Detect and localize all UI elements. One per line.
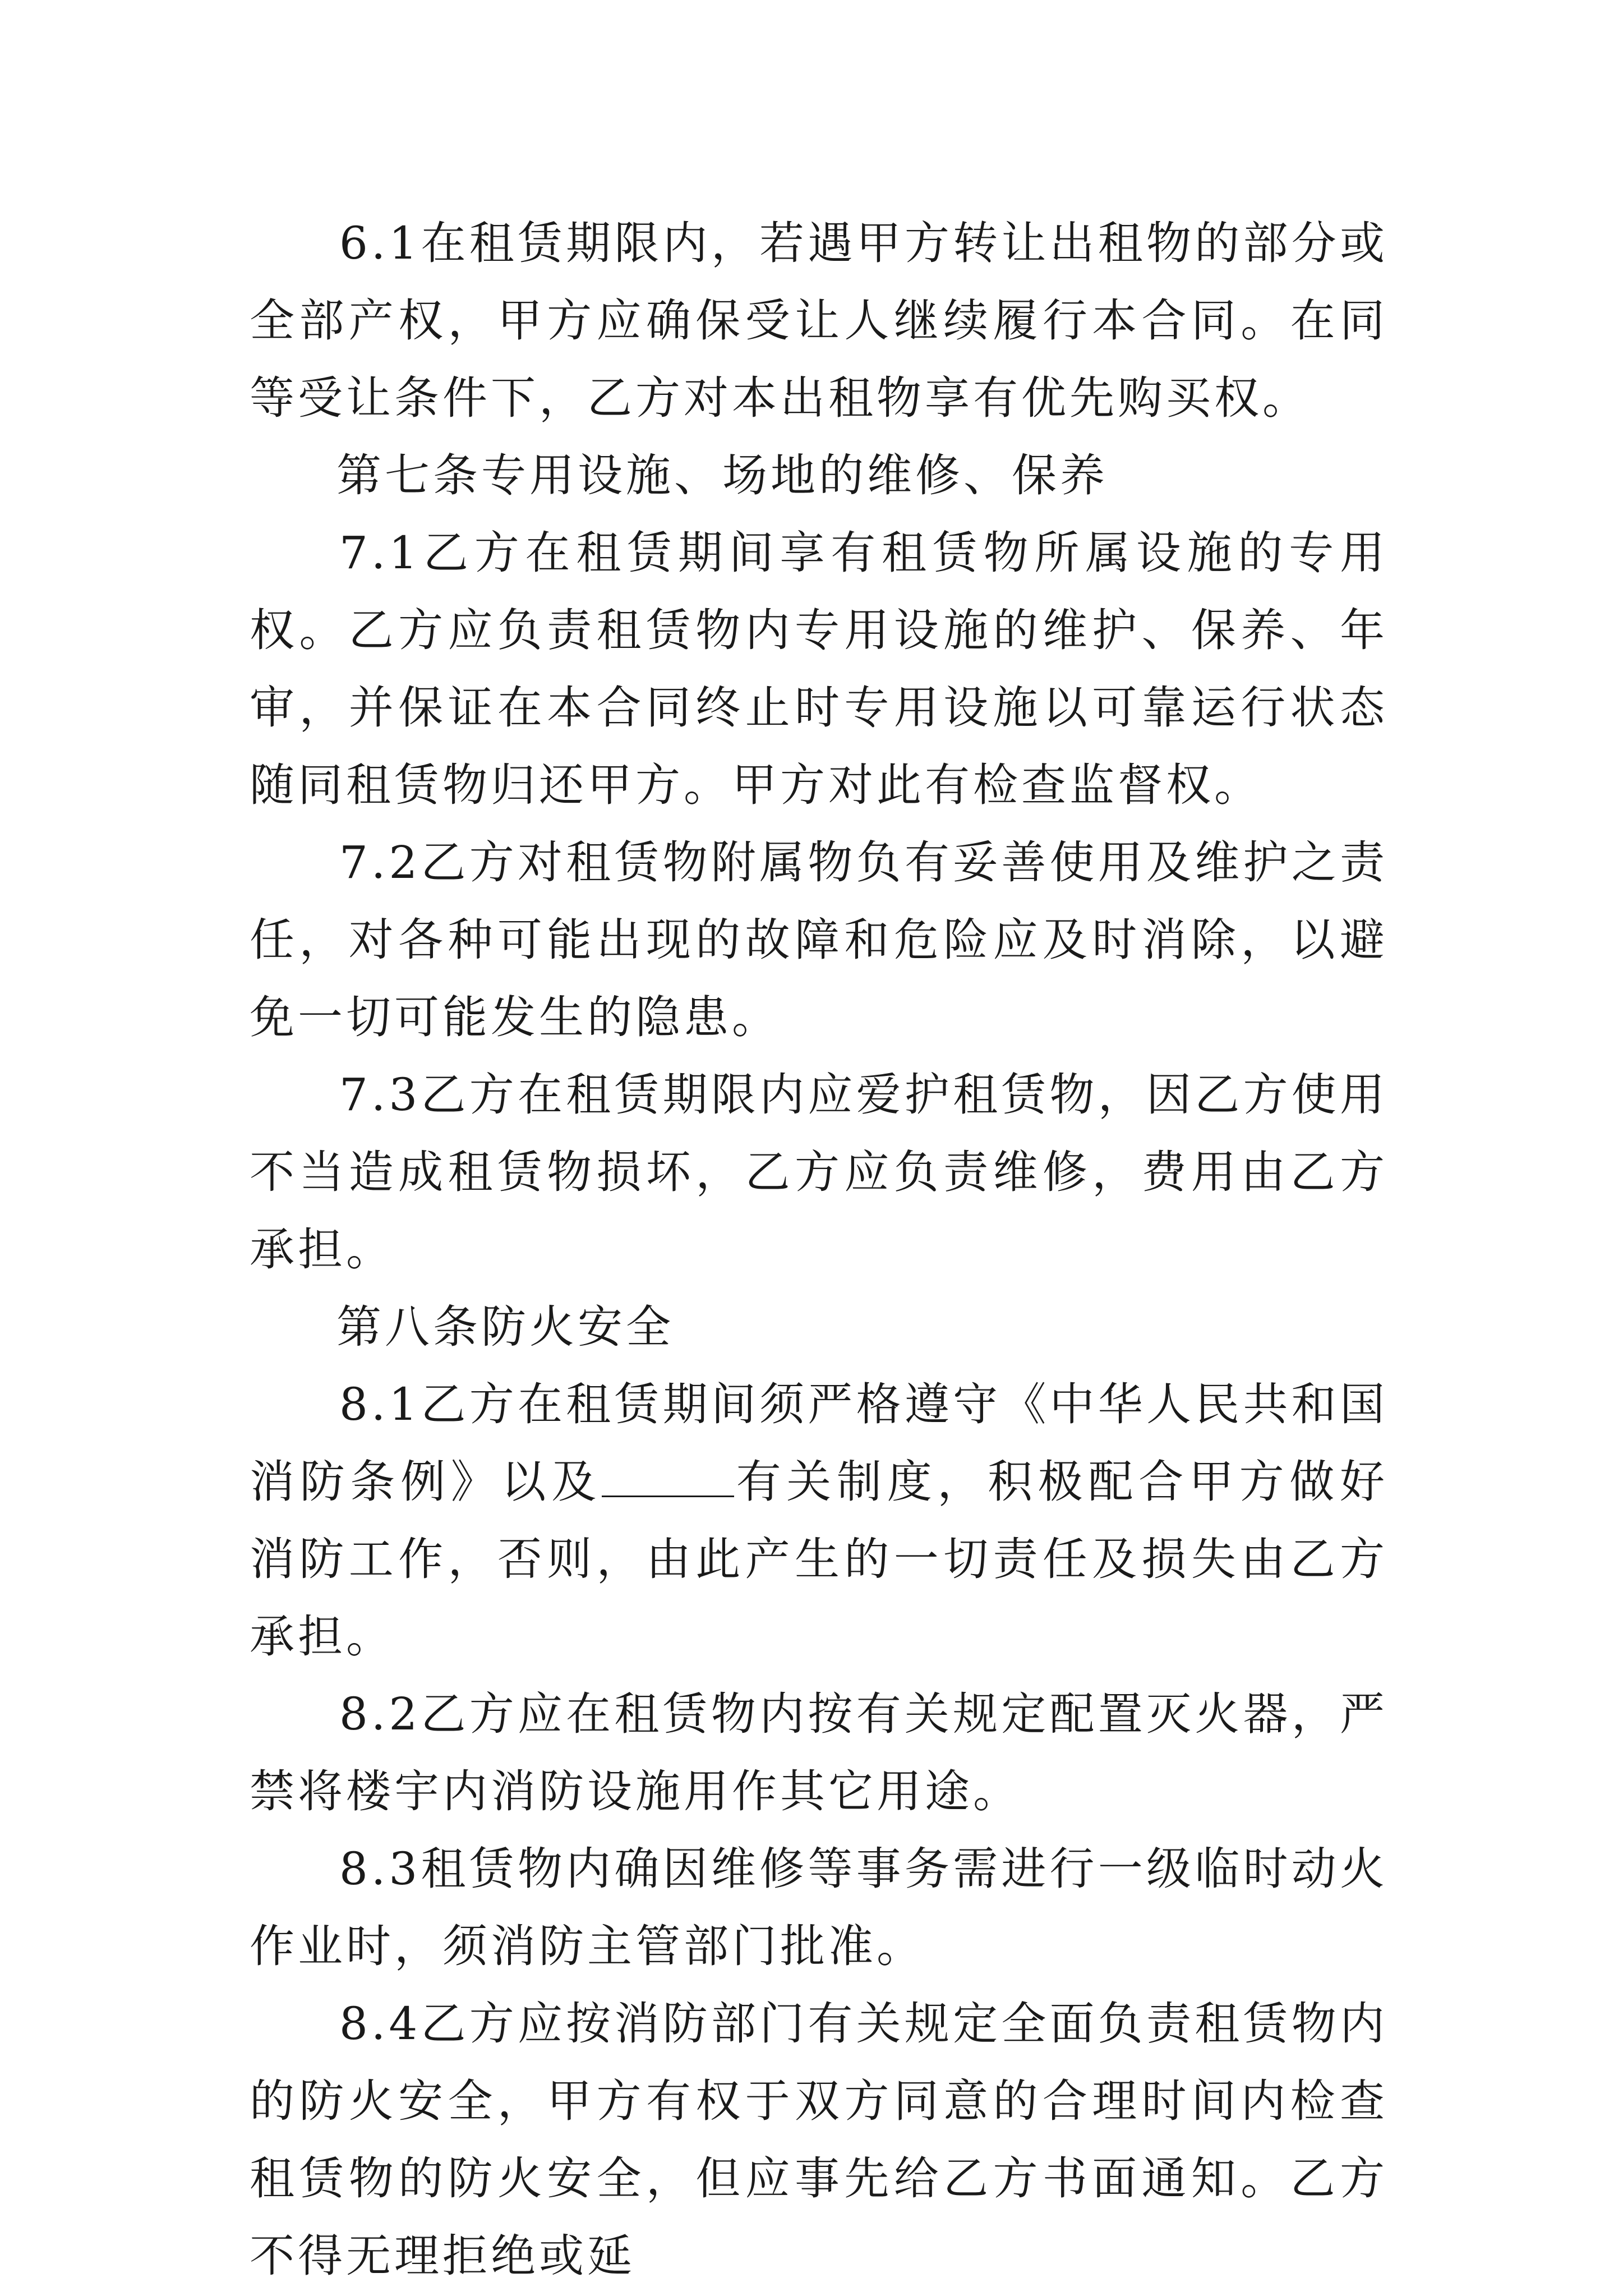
fill-in-blank — [602, 1455, 734, 1497]
clause-8-1 — [250, 1366, 1388, 1676]
clause-8-1-text-after: 有关制度，积极配合甲方做好消防工作，否则，由此产生的一切责任及损失由乙方承担。 — [250, 1456, 1389, 1663]
document-body — [250, 205, 1388, 2295]
clause-8-2: 8.2乙方应在租赁物内按有关规定配置灭火器，严禁将楼宇内消防设施用作其它用途。 — [250, 1688, 1388, 1818]
clause-8-1-text-before: 8.1乙方在租赁期间须严格遵守《中华人民共和国消防条例》以及 — [250, 1378, 1388, 1508]
clause-7-3: 7.3乙方在租赁期限内应爱护租赁物，因乙方使用不当造成租赁物损坏，乙方应负责维修，费用由乙方承担。 — [250, 1069, 1388, 1276]
article-7-heading: 第七条专用设施、场地的维修、保养 — [336, 449, 1108, 501]
clause-8-4: 8.4乙方应按消防部门有关规定全面负责租赁物内的防火安全，甲方有权于双方同意的合理时间内检查租赁物的防火安全，但应事先给乙方书面通知。乙方不得无理拒绝或延 — [250, 1998, 1388, 2282]
clause-7-2: 7.2乙方对租赁物附属物负有妥善使用及维护之责任，对各种可能出现的故障和危险应及时消除，以避免一切可能发生的隐患。 — [250, 836, 1388, 1043]
clause-7-1: 7.1乙方在租赁期间享有租赁物所属设施的专用权。乙方应负责租赁物内专用设施的维护、保养、年审，并保证在本合同终止时专用设施以可靠运行状态随同租赁物归还甲方。甲方对此有检查监督权。 — [250, 527, 1388, 811]
clause-6-1: 6.1在租赁期限内，若遇甲方转让出租物的部分或全部产权，甲方应确保受让人继续履行本合同。在同等受让条件下，乙方对本出租物享有优先购买权。 — [250, 217, 1388, 424]
article-8-heading: 第八条防火安全 — [336, 1301, 674, 1353]
clause-8-3: 8.3租赁物内确因维修等事务需进行一级临时动火作业时，须消防主管部门批准。 — [250, 1843, 1388, 1972]
